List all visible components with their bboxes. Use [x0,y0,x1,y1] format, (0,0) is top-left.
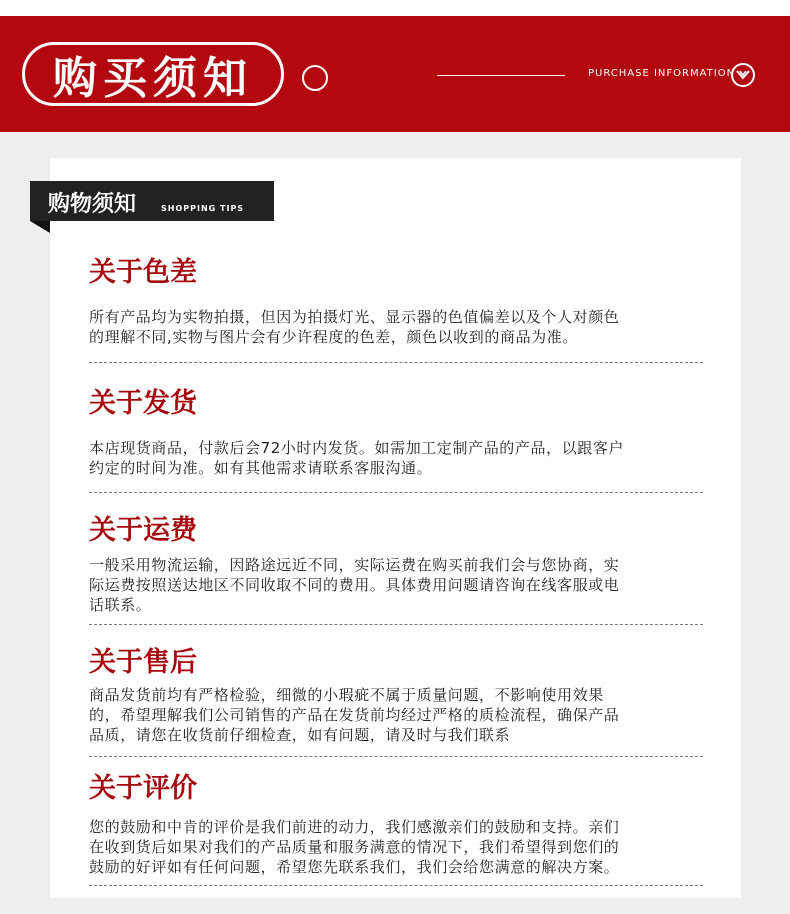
dashed-divider [89,362,703,363]
section-line: 所有产品均为实物拍摄，但因为拍摄灯光、显示器的色值偏差以及个人对颜色 [89,308,620,326]
section-freight [89,513,729,615]
section-line: 商品发货前均有严格检验，细微的小瑕疵不属于质量问题，不影响使用效果 [89,686,604,704]
section-line: 本店现货商品，付款后会72小时内发货。如需加工定制产品的产品，以跟客户 [89,439,625,457]
section-title: 关于运费 [89,515,197,546]
section-title: 关于色差 [89,257,197,288]
tag-subtitle: SHOPPING TIPS [161,204,245,213]
section-line: 的，希望理解我们公司销售的产品在发货前均经过严格的质检流程，确保产品 [89,706,620,724]
section-shipping [89,386,729,478]
title-pill [22,42,284,106]
section-reviews [89,771,729,877]
section-line: 品质，请您在收货前仔细检查，如有问题，请及时与我们联系 [89,726,511,744]
section-line: 话联系。 [89,596,152,614]
tag-title: 购物须知 [48,192,137,217]
section-line: 际运费按照送达地区不同收取不同的费用。具体费用问题请咨询在线客服或电 [89,576,620,594]
chevron-down-circle-icon [731,63,755,87]
dashed-divider [89,756,703,757]
section-line: 一般采用物流运输，因路途远近不同，实际运费在购买前我们会与您协商，实 [89,556,620,574]
tag-fold-corner [30,221,50,233]
header-banner [0,16,790,132]
top-strip [0,0,790,16]
section-title: 关于评价 [89,773,197,804]
section-line: 的理解不同,实物与图片会有少许程度的色差，颜色以收到的商品为准。 [89,328,578,346]
banner-subtitle: PURCHASE INFORMATION [588,68,736,79]
section-after-sales [89,645,729,745]
dashed-divider [89,624,703,625]
section-line: 约定的时间为准。如有其他需求请联系客服沟通。 [89,459,433,477]
dashed-divider [89,492,703,493]
banner-title: 购买须知 [53,53,253,104]
section-color-difference [89,255,729,347]
section-line: 在收到货后如果对我们的产品质量和服务满意的情况下，我们希望得到您们的 [89,838,620,856]
section-title: 关于售后 [89,647,197,678]
section-line: 您的鼓励和中肯的评价是我们前进的动力，我们感激亲们的鼓励和支持。亲们 [89,818,620,836]
circle-icon [302,65,328,91]
section-line: 鼓励的好评如有任何问题，希望您先联系我们，我们会给您满意的解决方案。 [89,858,620,876]
divider-line [437,75,565,76]
dashed-divider [89,885,703,886]
section-title: 关于发货 [89,388,197,419]
